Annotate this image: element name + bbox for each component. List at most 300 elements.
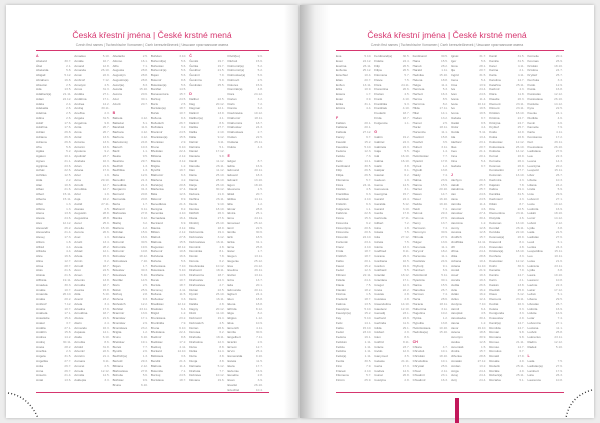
name-day-date: 9.1. [442,263,448,268]
name-day-date: 10.3. [102,158,110,163]
first-name: Arnošta [74,339,85,344]
first-name: Amos [74,87,83,92]
name-day-date: 26.7. [64,368,72,373]
name-day-date: 16.10. [439,196,448,201]
first-name: Adina [36,115,44,120]
first-name: Achilles [36,173,47,178]
first-name: Florencie [336,230,349,235]
name-day-date: 2.7. [219,282,225,287]
name-day-date: 4.8. [219,244,225,249]
name-day-date: 15.7. [179,92,187,97]
first-name: Božidara [150,125,164,130]
first-name: Fabio [336,258,344,263]
first-name: Franc [336,244,344,249]
first-name: Blahota [150,363,162,368]
name-day-date: 21.6. [64,268,72,273]
first-name: Albína [36,206,45,211]
first-name: Gotfrid [374,339,384,344]
first-name: Dětřich [189,211,199,216]
name-day-date: 1.8. [66,239,72,244]
name-day-date: 7.5. [404,239,410,244]
name-day-date: 5.6. [181,258,187,263]
first-name: Fridolín [336,201,347,206]
first-name: Blanka [112,216,123,221]
name-day-date: 7.1. [181,368,187,373]
first-name: Bohuslava [112,258,128,263]
name-day-date: 5.10. [364,144,372,149]
name-day-date: 14.7. [517,325,525,330]
first-name: Kryštof [527,73,538,78]
name-day-date: 1.7. [257,249,263,254]
first-name: Leo [527,254,533,259]
first-name: Ferdinand(a) [374,54,393,58]
first-name: Godiva [374,368,385,373]
first-name: Bohumír [112,249,125,254]
name-day-date: 8.8. [219,344,225,349]
name-day-date: 3.9. [366,96,372,101]
name-day-date: 4.10. [364,244,372,249]
first-name: Bohdan [150,54,162,58]
name-day-date: 2.1. [66,63,72,68]
name-day-date: 21.11. [401,359,410,363]
name-day-date: 19.9. [402,263,410,268]
name-day-date: 24.7. [517,120,525,125]
first-name: Ksenie [527,111,537,116]
first-name: Frederik [336,297,348,302]
name-day-date: 5.11. [479,130,487,135]
first-name: Jindřiška [450,239,464,244]
name-day-date: 3.12. [217,235,225,240]
first-name: Evan [336,96,344,101]
name-day-date: 10.8. [141,249,148,254]
name-day-date: 19.7. [217,63,225,68]
first-name: Henrieta [412,87,425,92]
first-name: Hilar [412,111,419,116]
first-name: Honorata [412,244,426,249]
name-day-date: 1.11. [364,354,372,359]
name-day-date: 23.4. [364,239,372,244]
first-name: Ivana [450,96,459,101]
name-day-date: 19.7. [102,273,110,278]
first-name: Antal [74,135,82,140]
first-name: Bohdana [112,235,125,240]
first-name: Fedora [336,335,346,340]
first-name: Frída [374,115,382,120]
first-name: Anežka [36,349,47,354]
name-day-date: 27.6. [217,216,225,221]
first-name: Adriena [36,139,47,144]
first-name: Gunar [374,373,383,378]
first-name: Kurt [527,139,534,144]
first-name: Blahoslava [112,368,128,373]
first-name: Dobroslav [189,235,204,240]
name-day-date: 10.11. [554,254,563,259]
name-day-date: 27.12. [362,130,372,135]
name-day-date: 14.1. [364,158,372,163]
name-day-date: 15.11. [62,196,72,201]
first-name: Anna [36,368,44,373]
first-name: Kodrat [489,301,499,306]
first-name: Felicie [336,154,345,159]
first-name: Hostimil [412,135,424,140]
name-day-date: 23.2. [141,325,148,330]
first-name: Hvězdoslav [412,154,429,159]
first-name: Adéla [36,101,44,106]
first-name: Josef [450,273,459,278]
first-name: Květoslav [489,139,503,144]
name-day-date: 4.10. [364,368,372,373]
first-name: Debora [189,192,200,197]
first-name: Bazil [112,149,120,154]
first-name: Benigna [150,206,163,211]
name-day-date: 26.7. [64,363,72,368]
name-day-date: 12.2. [141,301,148,306]
name-day-date: 15.7. [402,192,410,197]
first-name: Elen [227,297,234,302]
name-day-date: 25.7. [517,125,525,130]
first-name: Fabiola [336,130,347,135]
name-day-date: 21.3. [141,182,148,187]
first-name: Dita [189,225,195,230]
name-day-date: 13.4. [102,239,110,244]
name-day-date: 8.4. [519,239,525,244]
name-day-date: 18.7. [402,111,410,116]
name-day-date: 6.3. [519,306,525,311]
first-name: Dorian [227,96,237,101]
name-day-date: 9.5. [481,120,487,125]
first-name: Augustin(a) [112,77,129,82]
name-day-date: 31.1. [364,101,372,106]
first-name: Božeslav [150,297,164,302]
first-name: Gilda [374,325,382,330]
first-name: Barabáš [112,125,125,130]
first-name: Artur [74,192,82,197]
name-day-date: 24.11. [401,82,410,87]
name-day-date: 4.1. [219,115,225,120]
name-day-date: 23.11. [516,297,525,302]
first-name: Karla [527,130,535,135]
name-day-date: 18.7. [102,311,110,316]
first-name: Asunta [74,287,84,292]
first-name: Borisla [150,282,161,287]
name-day-date: 30.5. [364,359,372,363]
name-day-date: 28.8. [141,77,148,82]
first-name: Laurenc [527,277,539,282]
name-day-date: 12.3. [402,282,410,287]
first-name: Jordan [450,363,461,368]
first-name: Igor [450,58,457,63]
name-day-date: 30.3. [141,268,148,273]
first-name: Chrystal [412,363,424,368]
name-day-date: 2.9. [142,320,148,325]
first-name: Alice [36,254,43,259]
name-day-date: 3.2. [142,220,148,225]
first-name: Jindřich [450,235,462,240]
name-day-date: 12.8. [479,339,487,344]
name-day-date: 8.6. [404,335,410,340]
first-name: Fabio [336,325,344,330]
first-name: Jolana [450,263,461,268]
name-day-date: 8.11. [402,249,410,254]
first-name: Fridrich [336,254,347,259]
name-day-date: 8.9. [181,196,187,201]
first-name: Jenny [450,225,460,230]
name-day-date: 19.1. [364,335,372,340]
first-name: Jitřenka [450,354,462,359]
name-day-date: 14.10. [400,301,410,306]
name-day-date: 11.1. [441,244,448,249]
first-name: Elmar [227,206,236,211]
first-name: Elias [336,77,343,82]
first-name: Lubomír [527,196,539,201]
first-name: Bohumil(a) [150,58,166,63]
name-day-date: 6.4. [181,306,187,311]
name-day-date: 10.3. [517,301,525,306]
name-day-date: 21.9. [217,192,225,197]
name-day-date: 22.3. [555,154,563,159]
first-name: Alfréda [36,249,46,254]
page-title: Česká křestní jména | České krstné mená [72,30,232,40]
first-name: Luisa [527,258,535,263]
name-day-date: 19.5. [479,106,487,111]
name-day-date: 19.7. [179,168,187,173]
name-day-date: 17.4. [179,187,187,192]
name-day-date: 26.7. [441,287,448,292]
letter-heading-text: B [112,111,116,116]
first-name: Karina [489,68,499,73]
first-name: Ferdinand [336,163,350,168]
name-day-date: 11.5. [256,359,263,363]
name-day-date: 2.1. [519,277,525,282]
name-day-date: 30.11. [101,106,110,111]
name-day-date: 17.3. [402,363,410,368]
right-page [300,5,594,418]
first-name: Jonáš [450,268,460,273]
name-day-date: 1.3. [66,206,72,211]
first-name: Arnoštka [74,187,87,192]
first-name: Karel [489,63,497,68]
first-name: Dominik(a) [227,87,243,92]
name-day-date: 28.10. [215,177,225,182]
name-day-date: 21.6. [102,316,110,321]
name-day-date: 7.8. [219,254,225,259]
name-entry [36,378,74,383]
first-name: Irma [450,82,458,87]
name-day-date: 21.4. [102,354,110,359]
first-name: Agripina [36,163,48,168]
first-name: Dušana [227,139,239,144]
name-day-date: 30.1. [441,277,448,282]
first-name: Bradislav [150,301,164,306]
name-day-date: 2.6. [66,115,72,120]
first-name: Hypolit [412,168,423,173]
name-day-date: 15.7. [479,349,487,354]
first-name: Hostivít [412,139,423,144]
name-day-date: 13.12. [554,201,563,206]
name-day-date: 4.5. [404,92,410,97]
first-name: Jorga [450,368,459,373]
name-day-date: 20.6. [102,230,110,235]
name-day-date: 18.10. [515,249,525,254]
name-day-date: 23.7. [102,154,110,159]
name-day-date: 24.5. [479,196,487,201]
name-day-date: 1.3. [142,354,148,359]
name-day-date: 13.7. [441,220,448,225]
name-day-date: 13.6. [441,239,448,244]
name-day-date: 18.5. [255,235,263,240]
name-day-date: 14.5. [102,373,110,378]
name-day-date: 18.7. [217,273,225,278]
first-name: Afonso [112,58,123,63]
first-name: Laura [527,273,536,278]
first-name: Herma [412,96,422,101]
name-day-date: 12.10. [400,306,410,311]
name-day-date: 18.7. [402,115,410,120]
first-name: Ilona [450,63,458,68]
name-day-date: 12.1. [217,106,225,111]
first-name: Gabriel [374,139,385,144]
first-name: Dluhoš [227,58,238,63]
first-name: Asklepia [74,378,86,383]
name-day-date: 18.11. [216,335,225,340]
first-name: Boleslava [112,273,127,278]
first-name: Genoveva [374,187,389,192]
first-name: Evan [227,378,235,383]
first-name: Iva [450,87,456,92]
name-day-date: 11.10. [216,311,225,316]
entry-text [413,330,428,335]
name-day-date: 4.11. [256,325,263,330]
first-name: Kájetán [489,182,500,187]
name-day-date: 9.11. [102,359,110,363]
first-name: Artemiz [74,349,85,354]
first-name: Bronislava [150,316,166,321]
first-name: Gustýna [374,378,386,383]
name-day-date: 4.10. [179,211,187,216]
first-name: Lambert [527,368,539,373]
first-name: Azor [112,96,119,101]
name-day-date: 31.8. [102,344,110,349]
name-day-date: 19.7. [217,58,225,63]
first-name: Kordula [489,230,500,235]
name-day-date: 9.9. [142,378,148,383]
first-name: Filoména [374,73,388,78]
name-day-date: 25.7. [555,73,563,78]
name-day-date: 24.5. [179,130,187,135]
name-day-date: 25.10. [215,182,225,187]
first-name: Amat [74,73,82,78]
name-day-date: 15.2. [364,311,372,316]
letter-heading-text: G [374,130,378,135]
name-day-date: 7.3. [366,154,372,159]
first-name: Albert [36,192,45,197]
first-name: Armida [74,373,85,378]
first-name: Bronislava [112,325,128,330]
first-name: Božetěch [150,120,164,125]
first-name: Kyra [527,106,534,111]
name-day-date: 15.5. [441,282,448,287]
first-name: Aron [74,268,81,273]
name-day-date: 10.2. [441,311,448,316]
first-name: Emílie [227,330,237,335]
first-name: Florian [374,92,384,97]
first-name: Bianka [150,225,161,230]
first-name: Arleta [74,254,83,259]
first-name: Kira [489,206,495,211]
first-name: Flavie [374,77,383,82]
first-name: Ingrid [450,73,459,78]
name-day-date: 18.10. [215,206,225,211]
first-name: Genadij [374,311,385,316]
name-day-date: 29.5. [555,297,563,302]
first-name: Bořek [150,111,159,116]
first-name: David [189,187,198,192]
first-name: Anděla [74,92,84,97]
name-day-date: 8.6. [104,339,110,344]
first-name: Abelarda [36,68,49,73]
first-name: Isabela [450,163,461,168]
name-day-date: 10.7. [179,111,187,116]
name-entry [413,378,451,383]
name-day-date: 4.3. [519,196,525,201]
name-day-date: 2.8. [404,297,410,302]
first-name: Esmeralda [227,354,243,359]
first-name: Estera [336,92,345,97]
first-name: Angelika [36,359,48,363]
first-name: Afra [36,144,42,149]
first-name: Augustina [74,216,89,221]
name-day-date: 4.7. [442,344,448,349]
name-day-date: 2.8. [257,373,263,378]
name-column [527,54,565,384]
first-name: Elvíra [227,211,236,216]
name-day-date: 24.3. [255,125,263,130]
name-day-date: 26.7. [102,130,110,135]
first-name: Herman [412,292,424,297]
name-day-date: 9.10. [255,354,263,359]
name-day-date: 16.2. [479,292,487,297]
first-name: Boleslava [150,268,165,273]
name-day-date: 27.6. [555,149,563,154]
first-name: Doubravka [227,111,243,116]
name-day-date: 2.9. [519,316,525,321]
name-day-date: 26.3. [217,211,225,216]
name-day-date: 7.5. [404,230,410,235]
first-name: Rozarka [489,378,501,383]
first-name: Faustin [336,139,347,144]
name-day-date: 19.10. [477,325,487,330]
first-name: Anita [36,363,44,368]
entry-text [374,121,387,126]
first-name: Arnela [74,368,84,373]
first-name: Gwendolína [374,301,391,306]
name-day-date: 27.4. [479,211,487,216]
first-name: Drahoslava [227,130,244,135]
first-name: Ivan [450,92,457,97]
name-entry [151,378,189,383]
name-day-date: 28.8. [141,73,148,78]
name-day-date: 24.12. [254,92,263,97]
first-name: Gedeon [374,177,386,182]
first-name: Azurit [74,239,83,244]
name-day-date: 30.4. [479,316,487,321]
name-day-date: 17.9. [102,168,110,173]
first-name: Čestmíra [189,77,202,82]
name-day-date: 13.5. [64,87,72,92]
first-name: Anežka [74,111,85,116]
first-name: Emil [227,225,234,230]
first-name: Ladislav [527,235,539,240]
